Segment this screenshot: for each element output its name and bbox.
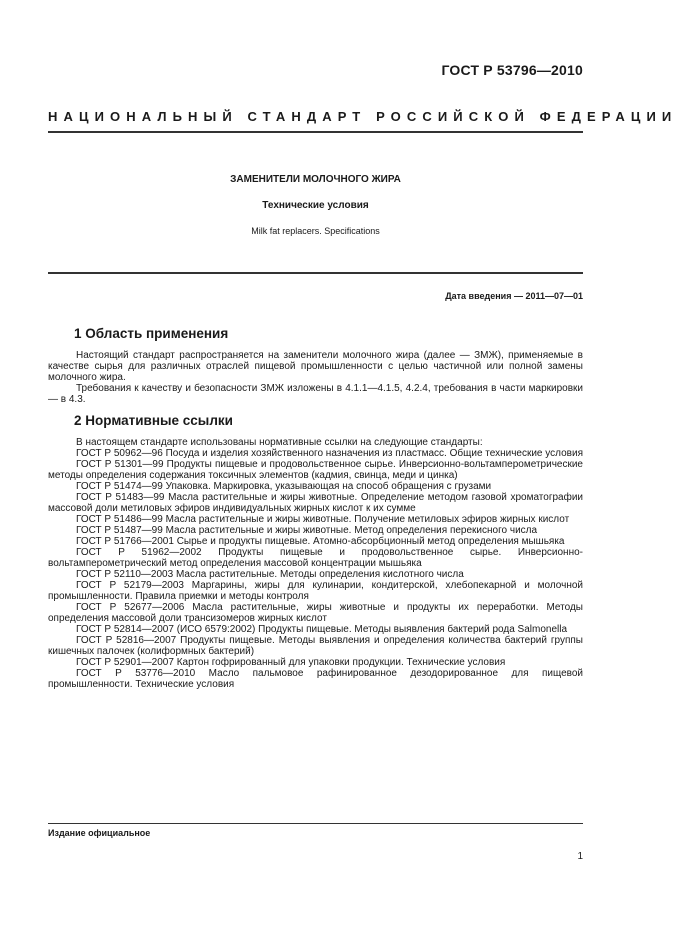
reference-item: ГОСТ Р 51301—99 Продукты пищевые и продовольственное сырье. Инверсионно-вольтамперометрические методы определения содержания токсичных элементов (кадмия, свинца, меди и цинка) xyxy=(48,459,583,481)
reference-item: ГОСТ Р 52814—2007 (ИСО 6579:2002) Продукты пищевые. Методы выявления бактерий рода Salmonella xyxy=(76,624,568,635)
edition-label: Издание официальное xyxy=(48,828,151,838)
standard-title: НАЦИОНАЛЬНЫЙ СТАНДАРТ РОССИЙСКОЙ ФЕДЕРАЦИИ xyxy=(48,109,677,124)
reference-item: ГОСТ Р 50962—96 Посуда и изделия хозяйственного назначения из пластмасс. Общие технические условия xyxy=(76,448,583,459)
document-title: ЗАМЕНИТЕЛИ МОЛОЧНОГО ЖИРА xyxy=(230,174,401,185)
reference-item: ГОСТ Р 51483—99 Масла растительные и жиры животные. Определение методом газовой хроматографии массовой доли метиловых эфиров индивидуальных жирных кислот к их сумме xyxy=(48,492,583,514)
reference-item: ГОСТ Р 53776—2010 Масло пальмовое рафинированное дезодорированное для пищевой промышленности. Технические условия xyxy=(48,668,583,690)
reference-item: ГОСТ Р 51474—99 Упаковка. Маркировка, указывающая на способ обращения с грузами xyxy=(76,481,492,492)
document-subtitle: Технические условия xyxy=(262,200,369,211)
section-2-intro: В настоящем стандарте использованы нормативные ссылки на следующие стандарты: xyxy=(76,437,483,448)
section-1-heading: 1 Область применения xyxy=(74,326,229,341)
footer-divider xyxy=(48,823,583,824)
reference-item: ГОСТ Р 52901—2007 Картон гофрированный для упаковки продукции. Технические условия xyxy=(76,657,506,668)
section-2-heading: 2 Нормативные ссылки xyxy=(74,413,233,428)
section-1-paragraph-1: Настоящий стандарт распространяется на заменители молочного жира (далее — ЗМЖ), применяемые в качестве сырья для различных отраслей пищевой промышленности с целью частичной или полной замены молочного жира. xyxy=(48,350,583,383)
document-body xyxy=(48,326,583,690)
reference-item: ГОСТ Р 52179—2003 Маргарины, жиры для кулинарии, кондитерской, хлебопекарной и молочной промышленности. Правила приемки и методы контроля xyxy=(48,580,583,602)
top-divider xyxy=(48,131,583,133)
title-divider xyxy=(48,272,583,274)
reference-item: ГОСТ Р 51486—99 Масла растительные и жиры животные. Получение метиловых эфиров жирных кислот xyxy=(76,514,570,525)
reference-item: ГОСТ Р 52677—2006 Масла растительные, жиры животные и продукты их переработки. Методы определения массовой доли трансизомеров жирных кислот xyxy=(48,602,583,624)
effective-date: Дата введения — 2011—07—01 xyxy=(445,291,583,301)
reference-item: ГОСТ Р 51962—2002 Продукты пищевые и продовольственное сырье. Инверсионно-вольтамперометрический метод определения массовой концентрации мышьяка xyxy=(48,547,583,569)
reference-item: ГОСТ Р 51487—99 Масла растительные и жиры животные. Метод определения перекисного числа xyxy=(76,525,538,536)
page-number: 1 xyxy=(577,851,583,862)
reference-item: ГОСТ Р 52816—2007 Продукты пищевые. Методы выявления и определения количества бактерий группы кишечных палочек (колиформных бактерий) xyxy=(48,635,583,657)
reference-item: ГОСТ Р 52110—2003 Масла растительные. Методы определения кислотного числа xyxy=(76,569,464,580)
document-title-english: Milk fat replacers. Specifications xyxy=(251,226,380,236)
document-code: ГОСТ Р 53796—2010 xyxy=(441,62,583,78)
section-1-paragraph-2: Требования к качеству и безопасности ЗМЖ изложены в 4.1.1—4.1.5, 4.2.4, требования в части маркировки — в 4.3. xyxy=(48,383,583,405)
reference-item: ГОСТ Р 51766—2001 Сырье и продукты пищевые. Атомно-абсорбционный метод определения мышьяка xyxy=(76,536,565,547)
